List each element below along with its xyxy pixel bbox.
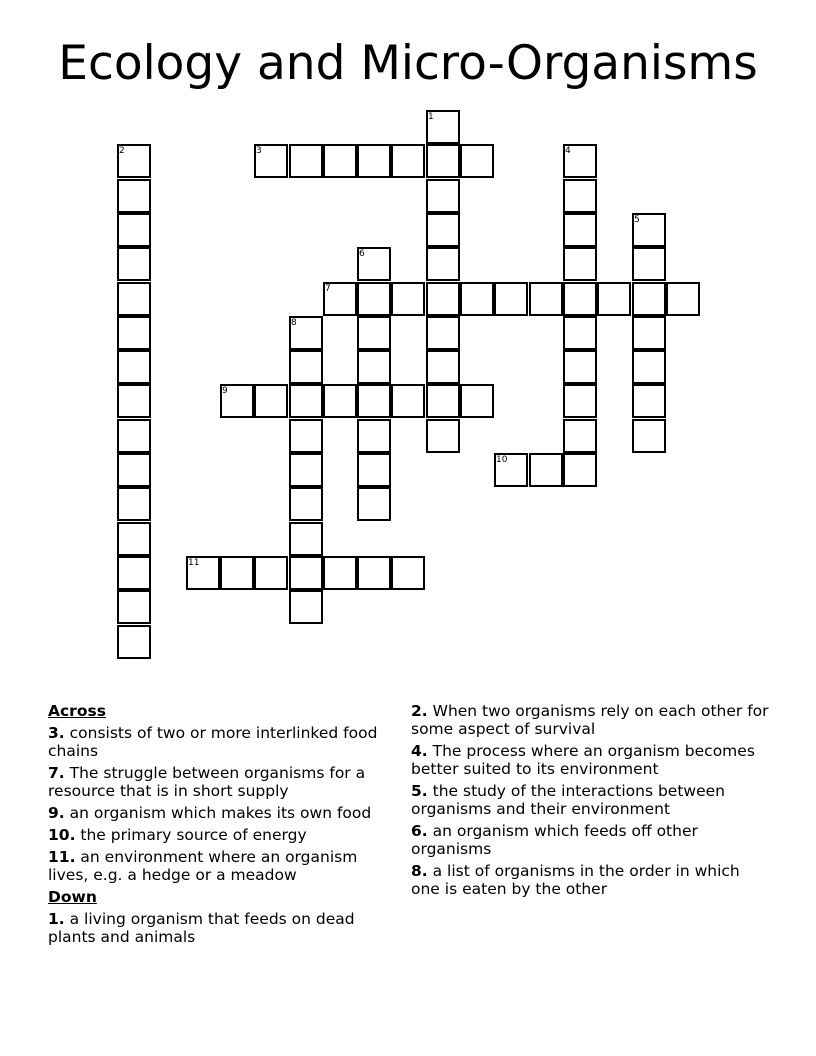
crossword-cell[interactable] [494,282,528,316]
crossword-cell[interactable] [529,453,563,487]
crossword-cell[interactable] [117,453,151,487]
crossword-cell[interactable] [289,384,323,418]
clue-text: When two organisms rely on each other for some aspect of survival [411,702,769,738]
crossword-cell[interactable] [289,144,323,178]
clue-down-8 [411,862,771,898]
crossword-cell[interactable] [563,384,597,418]
crossword-cell[interactable] [460,144,494,178]
clue-text: a list of organisms in the order in which one is eaten by the other [411,862,740,898]
crossword-cell[interactable] [426,350,460,384]
crossword-cell[interactable] [357,316,391,350]
clue-number-label: 3 [256,146,262,156]
crossword-cell[interactable] [254,384,288,418]
crossword-cell[interactable] [117,522,151,556]
crossword-cell[interactable] [117,419,151,453]
crossword-cell[interactable] [323,144,357,178]
clue-text: an environment where an organism lives, e.g. a hedge or a meadow [48,848,358,884]
down-heading: Down [48,888,97,906]
crossword-cell[interactable] [323,556,357,590]
clue-across-11 [48,848,393,884]
crossword-cell[interactable] [117,282,151,316]
clues-left-column [48,702,393,950]
clue-text: The struggle between organisms for a resource that is in short supply [48,764,366,800]
crossword-cell[interactable] [632,316,666,350]
clue-down-5 [411,782,771,818]
clue-number: 7. [48,764,65,782]
clue-number: 4. [411,742,428,760]
crossword-cell[interactable] [563,247,597,281]
crossword-cell[interactable] [391,282,425,316]
clue-down-1 [48,910,393,946]
clue-number: 9. [48,804,65,822]
crossword-cell[interactable] [289,556,323,590]
clue-down-4 [411,742,771,778]
crossword-cell[interactable] [117,384,151,418]
clue-text: an organism which feeds off other organisms [411,822,698,858]
across-heading: Across [48,702,106,720]
crossword-cell[interactable] [666,282,700,316]
clues-right-column [411,702,771,902]
crossword-cell[interactable] [391,144,425,178]
crossword-cell[interactable] [632,384,666,418]
crossword-cell[interactable] [117,487,151,521]
clue-number-label: 5 [634,215,640,225]
clue-number-label: 9 [222,386,228,396]
clue-number-label: 8 [291,318,297,328]
clue-number: 2. [411,702,428,720]
crossword-cell[interactable] [460,282,494,316]
crossword-cell[interactable] [357,419,391,453]
clue-number: 1. [48,910,65,928]
crossword-cell[interactable] [563,213,597,247]
crossword-cell[interactable] [563,419,597,453]
crossword-cell[interactable] [117,556,151,590]
clue-number-label: 1 [428,112,434,122]
crossword-cell[interactable] [289,522,323,556]
clue-number: 5. [411,782,428,800]
crossword-cell[interactable] [117,213,151,247]
crossword-cell[interactable] [563,282,597,316]
page-title: Ecology and Micro-Organisms [58,36,758,91]
crossword-cell[interactable] [357,350,391,384]
crossword-cell[interactable] [357,144,391,178]
crossword-cell[interactable] [391,384,425,418]
clue-number-label: 11 [188,558,200,568]
crossword-cell[interactable] [289,590,323,624]
clue-text: the primary source of energy [80,826,307,844]
crossword-cell[interactable] [597,282,631,316]
clue-number-label: 6 [359,249,365,259]
clue-text: an organism which makes its own food [69,804,372,822]
crossword-cell[interactable] [426,282,460,316]
crossword-cell[interactable] [357,453,391,487]
clue-across-3 [48,724,393,760]
clue-number-label: 7 [325,284,331,294]
clue-number-label: 10 [496,455,508,465]
crossword-cell[interactable] [426,179,460,213]
clue-down-2 [411,702,771,738]
crossword-cell[interactable] [563,350,597,384]
clue-across-9 [48,804,393,822]
crossword-cell[interactable] [632,247,666,281]
crossword-cell[interactable] [117,316,151,350]
crossword-cell[interactable] [289,350,323,384]
crossword-cell[interactable] [632,350,666,384]
crossword-cell[interactable] [289,419,323,453]
crossword-cell[interactable] [117,625,151,659]
crossword-cell[interactable] [357,487,391,521]
crossword-cell[interactable] [391,556,425,590]
crossword-cell[interactable] [357,556,391,590]
clue-down-6 [411,822,771,858]
clue-number: 8. [411,862,428,880]
crossword-cell[interactable] [563,179,597,213]
crossword-cell[interactable] [632,419,666,453]
clue-across-10 [48,826,393,844]
crossword-cell[interactable] [426,384,460,418]
crossword-cell[interactable] [632,282,666,316]
crossword-cell[interactable] [426,213,460,247]
crossword-cell[interactable] [529,282,563,316]
crossword-cell[interactable] [357,282,391,316]
clue-text: a living organism that feeds on dead plants and animals [48,910,355,946]
clue-across-7 [48,764,393,800]
clue-number: 6. [411,822,428,840]
crossword-cell[interactable] [117,350,151,384]
clue-text: the study of the interactions between organisms and their environment [411,782,725,818]
clue-number-label: 4 [565,146,571,156]
crossword-cell[interactable] [426,316,460,350]
crossword-cell[interactable] [117,590,151,624]
crossword-cell[interactable] [323,384,357,418]
crossword-cell[interactable] [289,487,323,521]
crossword-cell[interactable] [426,419,460,453]
clue-number: 11. [48,848,76,866]
crossword-cell[interactable] [117,247,151,281]
crossword-cell[interactable] [563,453,597,487]
crossword-cell[interactable] [220,556,254,590]
clue-text: consists of two or more interlinked food chains [48,724,378,760]
crossword-cell[interactable] [289,453,323,487]
crossword-cell[interactable] [460,384,494,418]
crossword-cell[interactable] [254,556,288,590]
crossword-cell[interactable] [117,179,151,213]
clue-text: The process where an organism becomes better suited to its environment [411,742,755,778]
crossword-cell[interactable] [563,316,597,350]
clue-number: 10. [48,826,76,844]
crossword-cell[interactable] [357,384,391,418]
clue-number-label: 2 [119,146,125,156]
crossword-cell[interactable] [426,144,460,178]
crossword-cell[interactable] [426,247,460,281]
clue-number: 3. [48,724,65,742]
